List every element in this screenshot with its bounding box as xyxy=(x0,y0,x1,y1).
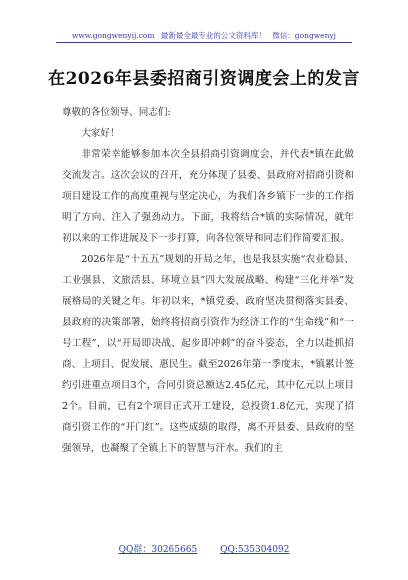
footer-qq-group[interactable]: QQ群：30265665 xyxy=(118,545,198,555)
header-slogan: 最新最全最专业的公文资料库！ xyxy=(160,31,266,40)
salutation: 尊敬的各位领导、同志们: xyxy=(62,107,171,118)
body-paragraph-1: 非常荣幸能够参加本次全县招商引资调度会，并代表*镇在此做交流发言。这次会议的召开，充分体现了县委、县政府对招商引资和项目建设工作的高度重视与坚定决心，为我们各乡镇下一步的工作指明了方向、注入了强劲动力。下面，我将结合*镇的实际情况，就年初以来的工作进展及下一步打算，向各位领导和同志们作简要汇报。 xyxy=(62,149,354,244)
document-title: 在2026年县委招商引资调度会上的发言 xyxy=(48,69,360,89)
footer-qq[interactable]: QQ:535304092 xyxy=(220,545,290,555)
document-body xyxy=(62,102,354,459)
page-header xyxy=(0,30,408,41)
page-footer xyxy=(0,542,408,555)
greeting: 大家好！ xyxy=(81,128,120,139)
body-paragraph-2: 2026年是“十五五”规划的开局之年，也是我县实施“农业稳县、工业强县、文旅活县、环境立县”四大发展战略、构建“三化并举”发展格局的关键之年。年初以来，*镇党委、政府坚决贯彻落实县委、县政府的决策部署，始终将招商引资作为经济工作的“生命线”和“一号工程”，以“开局即决战、起步即冲刺”的奋斗姿态，全力以赴抓招商、上项目、促发展、惠民生。截至2026年第一季度末，*镇累计签约引进重点项目3个，合同引资总额达2.45亿元，其中亿元以上项目2个。目前，已有2个项目正式开工建设，总投资1.8亿元，实现了招商引资工作的“开门红”。这些成绩的取得，离不开县委、县政府的坚强领导，也凝聚了全镇上下的智慧与汗水。我们的主 xyxy=(62,254,354,454)
header-divider xyxy=(56,42,352,43)
header-site-link[interactable]: www.gongwenyij.com xyxy=(71,31,155,40)
header-wechat: 微信：gongwenyj xyxy=(272,31,337,40)
